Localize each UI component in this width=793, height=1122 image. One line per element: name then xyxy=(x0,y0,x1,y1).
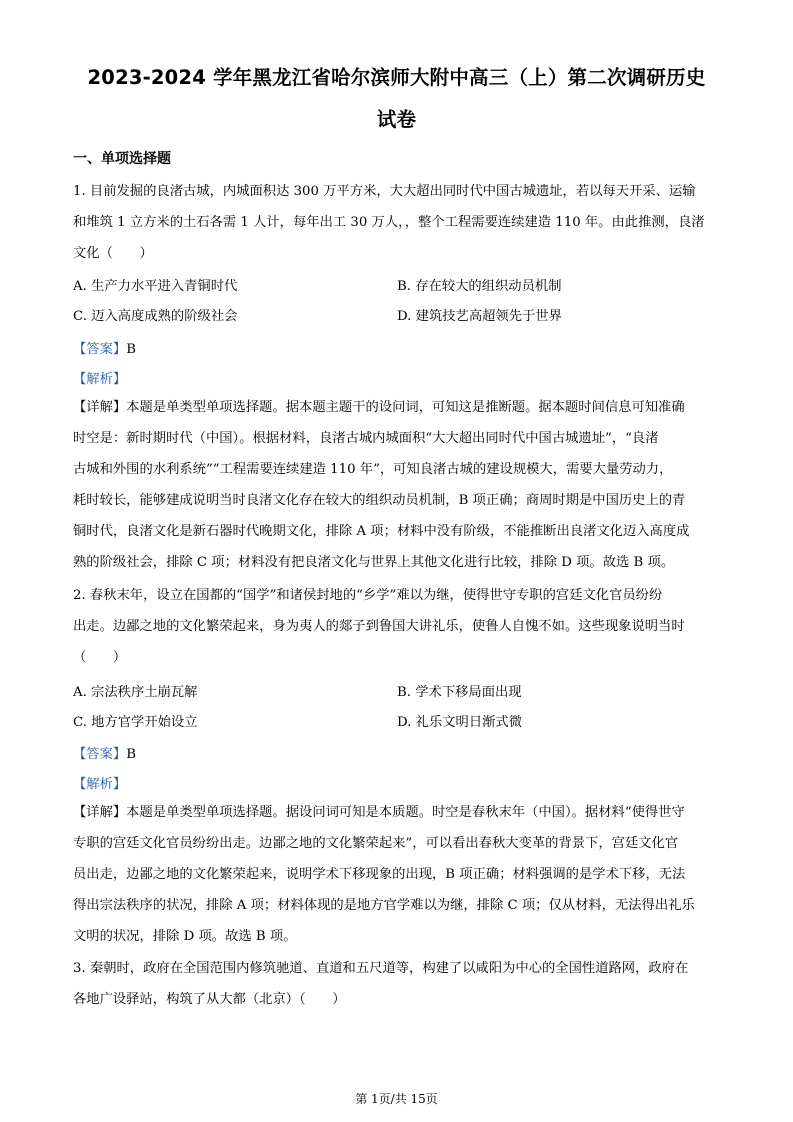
q2-stem-line: （ ） xyxy=(73,650,127,665)
answer-value: B xyxy=(126,747,136,762)
q2-option-b: B. 学术下移局面出现 xyxy=(397,685,522,700)
q1-detail-line: 熟的阶级社会，排除 C 项；材料没有把良渚文化与世界上其他文化进行比较，排除 D 项。故选 B 项。 xyxy=(73,555,675,570)
q1-option-a: A. 生产力水平进入青铜时代 xyxy=(73,279,238,294)
section-heading: 一、单项选择题 xyxy=(73,151,171,167)
document-title: 2023-2024 学年黑龙江省哈尔滨师大附中高三（上）第二次调研历史 xyxy=(87,66,706,89)
q2-option-a: A. 宗法秩序土崩瓦解 xyxy=(73,685,198,700)
q2-answer xyxy=(73,743,136,762)
q1-option-d: D. 建筑技艺高超领先于世界 xyxy=(397,309,562,324)
q1-stem-line: 文化（ ） xyxy=(73,246,153,261)
q2-stem-line: 出走。边鄙之地的文化繁荣起来，身为夷人的郯子到鲁国大讲礼乐，使鲁人自愧不如。这些现象说明当时 xyxy=(73,619,685,634)
q1-analysis-tag: 【解析】 xyxy=(73,372,127,387)
q1-option-c: C. 迈入高度成熟的阶级社会 xyxy=(73,309,238,324)
q1-option-b: B. 存在较大的组织动员机制 xyxy=(397,279,562,294)
document-title-continued: 试卷 xyxy=(376,108,417,131)
answer-value: B xyxy=(126,342,136,357)
answer-tag: 【答案】 xyxy=(73,747,127,762)
q1-stem-line: 1. 目前发掘的良渚古城，内城面积达 300 万平方米，大大超出同时代中国古城遗址，若以每天开采、运输 xyxy=(73,184,696,199)
q1-detail-line: 耗时较长，能够建成说明当时良渚文化存在较大的组织动员机制，B 项正确；商周时期是中国历史上的青 xyxy=(73,493,686,508)
q2-detail-line: 员出走，边鄙之地的文化繁荣起来，说明学术下移现象的出现，B 项正确；材料强调的是学术下移，无法 xyxy=(73,867,686,882)
q1-detail-line: 铜时代，良渚文化是新石器时代晚期文化，排除 A 项；材料中没有阶级，不能推断出良渚文化迈入高度成 xyxy=(73,524,690,539)
q1-detail-line: 【详解】本题是单类型单项选择题。据本题主题干的设问词，可知这是推断题。据本题时间信息可知准确 xyxy=(73,400,685,415)
q2-stem-line: 2. 春秋末年，设立在国都的“国学”和诸侯封地的“乡学”难以为继，使得世守专职的宫廷文化官员纷纷 xyxy=(73,588,663,603)
q3-stem-line: 3. 秦朝时，政府在全国范围内修筑驰道、直道和五尺道等，构建了以咸阳为中心的全国性道路网，政府在 xyxy=(73,961,689,976)
q2-analysis-tag: 【解析】 xyxy=(73,777,127,792)
q2-option-c: C. 地方官学开始设立 xyxy=(73,715,198,730)
q2-detail-line: 专职的宫廷文化官员纷纷出走。边鄙之地的文化繁荣起来”，可以看出春秋大变革的背景下，宫廷文化官 xyxy=(73,836,679,851)
q1-detail-line: 时空是：新时期时代（中国）。根据材料，良渚古城内城面积“大大超出同时代中国古城遗址”，“良渚 xyxy=(73,431,659,446)
q1-stem-line: 和堆筑 1 立方米的土石各需 1 人计，每年出工 30 万人，，整个工程需要连续建造 110 年。由此推测，良渚 xyxy=(73,215,705,230)
q2-option-d: D. 礼乐文明日渐式微 xyxy=(397,715,523,730)
answer-tag: 【答案】 xyxy=(73,342,127,357)
q2-detail-line: 文明的状况，排除 D 项。故选 B 项。 xyxy=(73,929,297,944)
q2-detail-line: 【详解】本题是单类型单项选择题。据设问词可知是本质题。时空是春秋末年（中国）。据材料“使得世守 xyxy=(73,805,685,820)
q2-detail-line: 得出宗法秩序的状况，排除 A 项；材料体现的是地方官学难以为继，排除 C 项；仅从材料，无法得出礼乐 xyxy=(73,898,695,913)
q1-answer xyxy=(73,338,136,357)
page-number: 第 1页/共 15页 xyxy=(355,1092,438,1106)
q3-stem-line: 各地广设驿站，构筑了从大都（北京）（ ） xyxy=(73,992,346,1007)
q1-detail-line: 古城和外围的水利系统”“工程需要连续建造 110 年”，可知良渚古城的建设规模大，需要大量劳动力， xyxy=(73,462,673,477)
